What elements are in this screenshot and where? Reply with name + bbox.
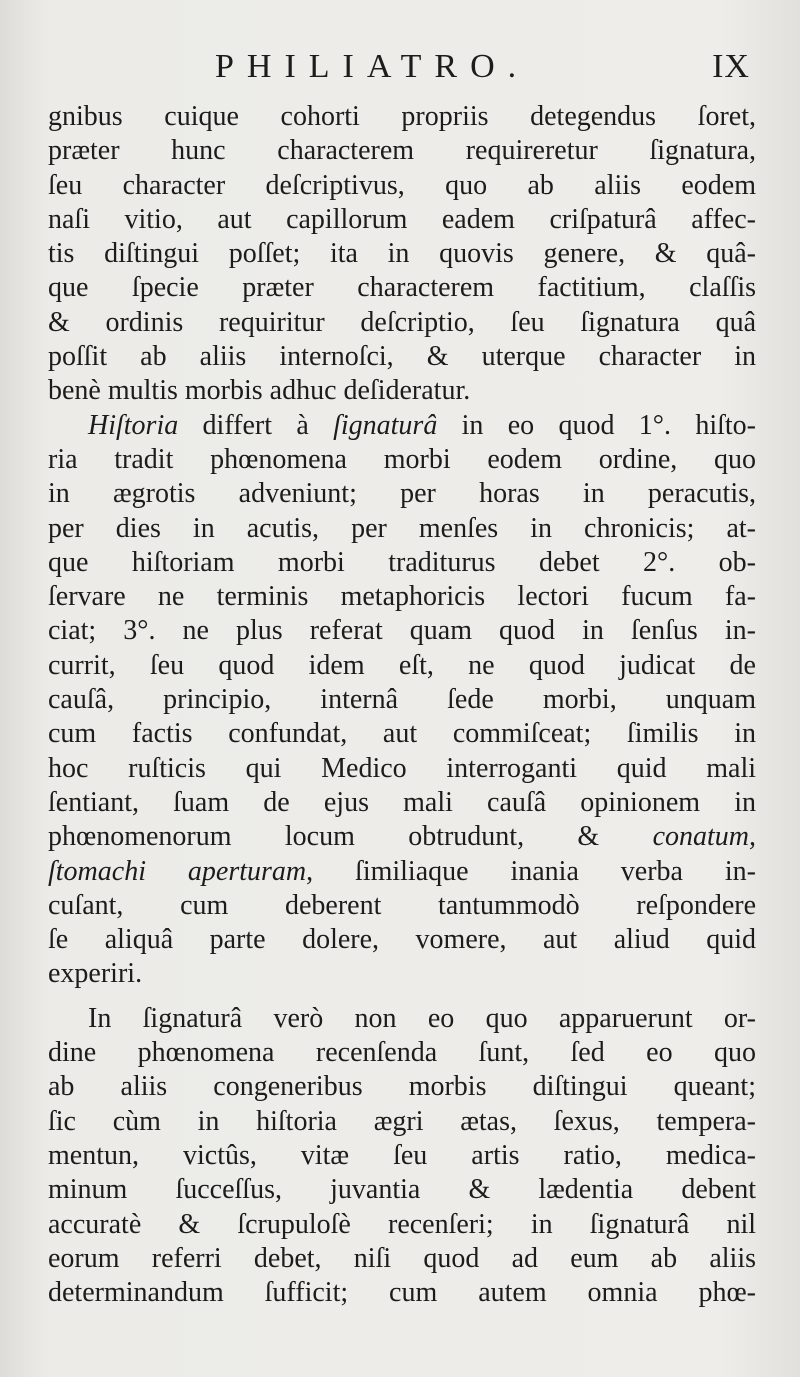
text-line: ſentiant, ſuam de ejus mali cauſâ opinionem in	[48, 786, 756, 818]
text-line: poſſit ab aliis internoſci, & uterque character in	[48, 341, 756, 373]
page-number: IX	[712, 48, 750, 85]
text-line: mentun, victûs, vitæ ſeu artis ratio, medica-	[48, 1139, 756, 1171]
text-line: ciat; 3°. ne plus referat quam quod in ſenſus in-	[48, 615, 756, 647]
italic-term: conatum,	[652, 821, 756, 853]
text-line: ria tradit phœnomena morbi eodem ordine, quo	[48, 443, 756, 475]
text-line: currit, ſeu quod idem eſt, ne quod judicat de	[48, 649, 756, 681]
text-run: , ſimiliaque inania verba in-	[306, 855, 756, 887]
text-line: In ſignaturâ verò non eo quo apparuerunt or-	[88, 1002, 756, 1034]
text-run: differt à	[178, 409, 334, 441]
text-line: dine phœnomena recenſenda ſunt, ſed eo quo	[48, 1037, 756, 1069]
text-run: phœnomenorum locum obtrudunt, &	[48, 821, 653, 853]
body-text	[48, 100, 756, 1310]
text-line: accuratè & ſcrupuloſè recenſeri; in ſignaturâ nil	[48, 1208, 756, 1240]
italic-term: ſignaturâ	[333, 409, 438, 441]
text-line: præter hunc characterem requireretur ſignatura,	[48, 135, 756, 167]
text-line: ſic cùm in hiſtoria ægri ætas, ſexus, tempera-	[48, 1105, 756, 1137]
text-line: cum factis confundat, aut commiſceat; ſimilis in	[48, 718, 756, 750]
paragraph-3	[48, 1002, 756, 1311]
text-line: naſi vitio, aut capillorum eadem criſpaturâ affec-	[48, 203, 756, 235]
text-line: que hiſtoriam morbi traditurus debet 2°. ob-	[48, 546, 756, 578]
text-line: ſe aliquâ parte dolere, vomere, aut aliud quid	[48, 924, 756, 956]
text-line: determinandum ſufficit; cum autem omnia phœ-	[48, 1277, 756, 1309]
text-line	[48, 855, 756, 889]
italic-term: ſtomachi aperturam	[48, 855, 307, 887]
text-line: cuſant, cum deberent tantummodò reſpondere	[48, 889, 756, 921]
text-line	[48, 820, 756, 854]
text-line: minum ſucceſſus, juvantia & lædentia debent	[48, 1174, 756, 1206]
text-line: tis diſtingui poſſet; ita in quovis genere, & quâ-	[48, 238, 756, 270]
text-line: & ordinis requiritur deſcriptio, ſeu ſignatura quâ	[48, 306, 756, 338]
text-line: hoc ruſticis qui Medico interroganti quid mali	[48, 752, 756, 784]
italic-term: Hiſtoria	[88, 409, 179, 441]
text-line: experiri.	[48, 958, 143, 990]
text-line: benè multis morbis adhuc deſideratur.	[48, 375, 471, 407]
text-line: ſeu character deſcriptivus, quo ab aliis eodem	[48, 169, 756, 201]
text-line: ſervare ne terminis metaphoricis lectori fucum fa-	[48, 581, 756, 613]
paragraph-gap	[48, 992, 756, 1002]
text-line: in ægrotis adveniunt; per horas in peracutis,	[48, 478, 756, 510]
text-line: ab aliis congeneribus morbis diſtingui queant;	[48, 1071, 756, 1103]
text-line: cauſâ, principio, internâ ſede morbi, unquam	[48, 684, 756, 716]
text-line	[48, 409, 756, 443]
text-line: gnibus cuique cohorti propriis detegendus ſoret,	[48, 101, 756, 132]
running-head: PHILIATRO.	[215, 48, 530, 85]
text-line: eorum referri debet, niſi quod ad eum ab aliis	[48, 1242, 756, 1274]
paragraph-1	[48, 100, 756, 409]
text-line: que ſpecie præter characterem factitium, claſſis	[48, 272, 756, 304]
text-run: in eo quod 1°. hiſto-	[437, 409, 756, 441]
paragraph-2	[48, 409, 756, 992]
page-header	[0, 48, 800, 92]
text-line: per dies in acutis, per menſes in chronicis; at-	[48, 512, 756, 544]
